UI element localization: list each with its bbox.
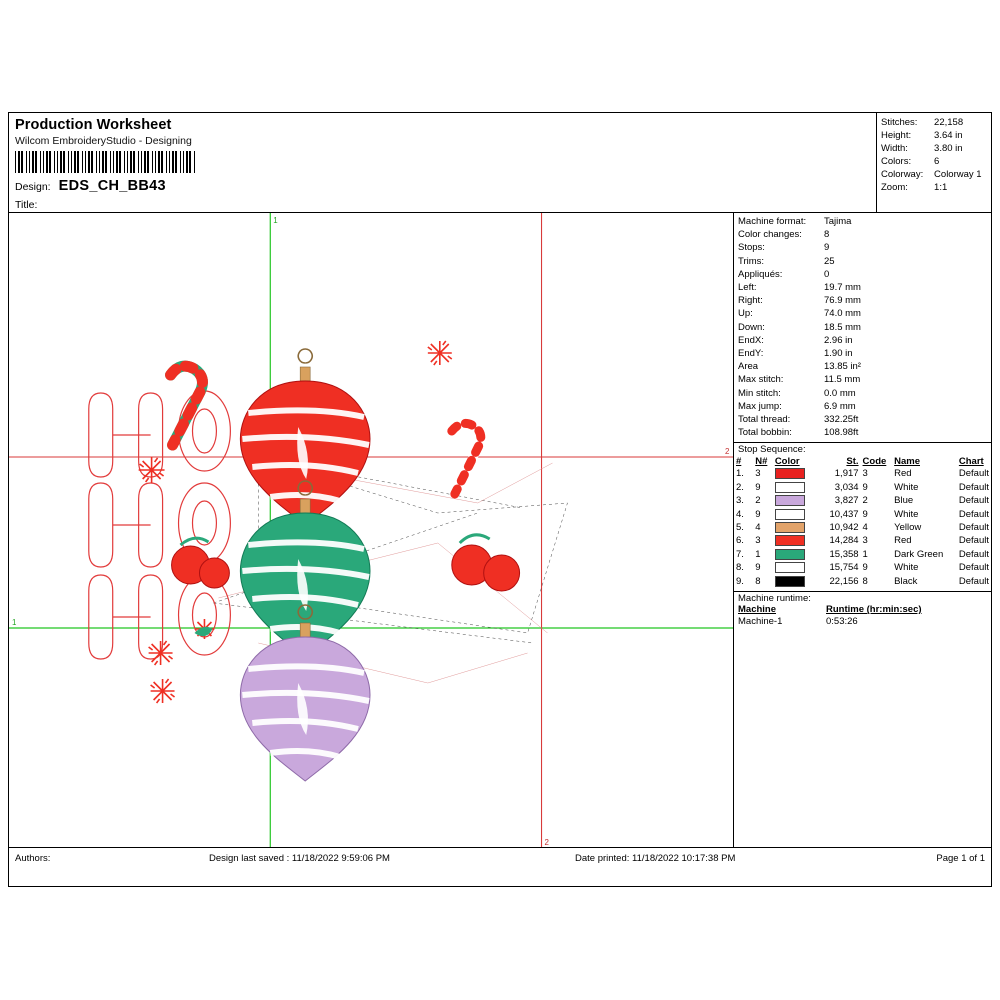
stop-code: 9	[862, 562, 868, 574]
col-index: #	[736, 456, 742, 468]
property-value: 18.5 mm	[824, 321, 861, 333]
stop-sequence-table	[734, 456, 991, 588]
stop-index: 5.	[736, 522, 744, 534]
summary-row	[877, 181, 991, 194]
design-row	[15, 178, 635, 194]
stop-color-swatch	[773, 467, 816, 480]
stop-color-swatch	[773, 561, 816, 574]
snowflake-icon	[151, 679, 175, 703]
property-label: Stops:	[738, 242, 765, 254]
stop-code: 8	[862, 575, 868, 587]
property-row	[734, 307, 991, 320]
property-label: Total thread:	[738, 414, 791, 426]
summary-value: 22,158	[934, 117, 964, 128]
summary-row	[877, 155, 991, 168]
stop-stitches: 14,284	[829, 535, 859, 547]
summary-label: Height:	[881, 130, 912, 141]
design-value: EDS_CH_BB43	[58, 178, 166, 194]
stop-name: Yellow	[894, 522, 922, 534]
property-row	[734, 426, 991, 439]
stop-code: 9	[862, 481, 868, 493]
property-value: 25	[824, 255, 835, 267]
stop-name: Dark Green	[894, 548, 944, 560]
property-label: EndY:	[738, 348, 764, 360]
property-value: 0.0 mm	[824, 387, 856, 399]
property-label: Down:	[738, 321, 765, 333]
table-row	[734, 481, 991, 494]
stop-code: 3	[862, 468, 868, 480]
snowflake-icon	[139, 457, 165, 483]
header-left	[15, 117, 635, 211]
axis-label-bottom: 2	[544, 837, 549, 847]
runtime-title: Machine runtime:	[738, 593, 811, 605]
stop-name: Blue	[894, 495, 914, 507]
table-row	[734, 615, 991, 628]
property-value: 1.90 in	[824, 348, 853, 360]
design-label: Design:	[15, 181, 51, 193]
summary-table	[877, 116, 991, 194]
stop-code: 9	[862, 508, 868, 520]
stop-index: 4.	[736, 508, 744, 520]
property-value: 13.85 in²	[824, 361, 861, 373]
ornament-heart-lilac	[240, 605, 370, 781]
property-label: Color changes:	[738, 229, 802, 241]
property-value: 74.0 mm	[824, 308, 861, 320]
table-row	[734, 494, 991, 507]
stop-index: 2.	[736, 481, 744, 493]
property-label: Machine format:	[738, 216, 807, 227]
stop-needle: 8	[755, 575, 761, 587]
property-row	[734, 215, 991, 228]
col-machine: Machine	[738, 604, 777, 616]
summary-label: Colors:	[881, 156, 912, 167]
stop-chart: Default	[958, 522, 989, 534]
property-row	[734, 294, 991, 307]
stop-chart: Default	[958, 535, 989, 547]
machine-runtime-section	[734, 591, 991, 628]
property-label: Area	[738, 361, 759, 373]
property-label: Total bobbin:	[738, 427, 792, 439]
property-value: 9	[824, 242, 830, 254]
info-panel	[733, 213, 991, 847]
property-row	[734, 413, 991, 426]
summary-row	[877, 116, 991, 129]
stop-name: White	[894, 562, 919, 574]
stop-name: Black	[894, 575, 918, 587]
property-value: 11.5 mm	[824, 374, 861, 386]
footer-page: Page 1 of 1	[936, 853, 985, 864]
summary-value: 3.64 in	[934, 130, 963, 141]
ho-ho-ho-outline	[89, 391, 231, 659]
candy-cane-right	[452, 423, 481, 494]
barcode	[15, 151, 195, 173]
axis-label-top: 1	[273, 215, 278, 226]
stop-chart: Default	[958, 481, 989, 493]
runtime-header-row	[734, 604, 991, 615]
candy-cane-top	[171, 366, 203, 445]
col-color: Color	[774, 456, 800, 468]
stop-chart: Default	[958, 562, 989, 574]
stop-needle: 4	[755, 522, 761, 534]
table-row	[734, 521, 991, 534]
property-row	[734, 400, 991, 413]
property-value: 108.98ft	[824, 427, 859, 439]
col-chart: Chart	[958, 456, 984, 468]
col-name: Name	[894, 456, 920, 468]
property-label: Right:	[738, 295, 763, 307]
footer-authors: Authors:	[15, 853, 51, 864]
property-row	[734, 373, 991, 386]
table-row	[734, 548, 991, 561]
runtime-value: 0:53:26	[826, 616, 858, 628]
property-value: 6.9 mm	[824, 400, 856, 412]
stop-code: 1	[862, 548, 868, 560]
stop-index: 7.	[736, 548, 744, 560]
summary-label: Stitches:	[881, 117, 918, 128]
summary-value: 1:1	[934, 182, 948, 193]
app-subtitle: Wilcom EmbroideryStudio - Designing	[15, 135, 192, 147]
property-label: Max jump:	[738, 400, 782, 412]
stop-needle: 1	[755, 548, 761, 560]
col-runtime: Runtime (hr:min:sec)	[826, 604, 922, 616]
summary-row	[877, 129, 991, 142]
stop-code: 3	[862, 535, 868, 547]
table-row	[734, 467, 991, 480]
property-row	[734, 334, 991, 347]
stop-index: 6.	[736, 535, 744, 547]
stop-stitches: 3,827	[834, 495, 859, 507]
runtime-table	[734, 604, 991, 628]
summary-value: Colorway 1	[934, 169, 982, 180]
property-value: 19.7 mm	[824, 282, 861, 294]
stop-header-row	[734, 456, 991, 467]
stop-needle: 9	[755, 562, 761, 574]
stop-needle: 3	[755, 535, 761, 547]
stop-color-swatch	[773, 508, 816, 521]
header-summary	[876, 113, 991, 213]
stop-chart: Default	[958, 548, 989, 560]
stop-name: Red	[894, 535, 912, 547]
stop-needle: 9	[755, 508, 761, 520]
property-label: Left:	[738, 282, 757, 294]
bells-left	[172, 538, 230, 588]
property-row	[734, 255, 991, 268]
axis-label-right: 2	[725, 446, 730, 457]
snowflake-icon	[149, 641, 173, 665]
ornament-heart-red	[240, 349, 370, 525]
stop-name: White	[894, 508, 919, 520]
stop-needle: 2	[755, 495, 761, 507]
summary-label: Zoom:	[881, 182, 908, 193]
summary-row	[877, 168, 991, 181]
property-label: Max stitch:	[738, 374, 784, 386]
title-label: Title:	[15, 199, 38, 211]
stop-code: 4	[862, 522, 868, 534]
worksheet-header	[9, 113, 991, 213]
footer-printed: Date printed: 11/18/2022 10:17:38 PM	[575, 853, 736, 864]
stop-sequence-title: Stop Sequence:	[738, 444, 806, 456]
stop-chart: Default	[958, 468, 989, 480]
worksheet-body	[9, 213, 991, 847]
stop-needle: 9	[755, 481, 761, 493]
property-row	[734, 387, 991, 400]
col-code: Code	[862, 456, 887, 468]
stop-color-swatch	[773, 575, 816, 588]
stop-chart: Default	[958, 508, 989, 520]
stop-stitches: 10,437	[829, 508, 859, 520]
table-row	[734, 534, 991, 547]
worksheet-page	[8, 112, 992, 887]
stop-sequence-section	[734, 442, 991, 588]
footer-last-saved: Design last saved : 11/18/2022 9:59:06 PM	[209, 853, 390, 864]
stop-color-swatch	[773, 494, 816, 507]
stop-stitches: 15,358	[829, 548, 859, 560]
stop-stitches: 22,156	[829, 575, 859, 587]
stop-index: 1.	[736, 468, 744, 480]
runtime-machine: Machine-1	[738, 616, 783, 628]
summary-label: Colorway:	[881, 169, 924, 180]
property-label: Min stitch:	[738, 387, 781, 399]
worksheet-footer	[9, 847, 991, 886]
property-row	[734, 268, 991, 281]
stop-stitches: 10,942	[829, 522, 859, 534]
stop-index: 8.	[736, 562, 744, 574]
col-stitches: St.	[846, 456, 859, 468]
col-needle: N#	[755, 456, 768, 468]
property-value: 8	[824, 229, 830, 241]
property-value: 332.25ft	[824, 414, 859, 426]
stop-chart: Default	[958, 575, 989, 587]
stop-name: White	[894, 481, 919, 493]
stop-color-swatch	[773, 548, 816, 561]
stop-color-swatch	[773, 481, 816, 494]
property-label: Up:	[738, 308, 753, 320]
stop-needle: 3	[755, 468, 761, 480]
snowflake-icon	[428, 341, 452, 365]
property-row	[734, 228, 991, 241]
design-canvas	[9, 213, 733, 847]
stop-stitches: 3,034	[834, 481, 859, 493]
stop-code: 2	[862, 495, 868, 507]
property-label: Appliqués:	[738, 268, 783, 280]
table-row	[734, 575, 991, 588]
summary-value: 6	[934, 156, 940, 167]
property-value: 2.96 in	[824, 334, 853, 346]
property-row	[734, 241, 991, 254]
axis-label-left: 1	[11, 617, 17, 628]
property-row	[734, 347, 991, 360]
property-row	[734, 321, 991, 334]
stop-color-swatch	[773, 521, 816, 534]
stop-index: 9.	[736, 575, 744, 587]
property-value: Tajima	[824, 216, 852, 227]
table-row	[734, 508, 991, 521]
stop-stitches: 15,754	[829, 562, 859, 574]
stop-stitches: 1,917	[834, 468, 859, 480]
summary-label: Width:	[881, 143, 908, 154]
page-title: Production Worksheet	[15, 117, 172, 133]
stop-chart: Default	[958, 495, 989, 507]
design-artwork	[9, 213, 733, 847]
stop-color-swatch	[773, 534, 816, 547]
property-label: Trims:	[738, 255, 765, 267]
property-value: 0	[824, 268, 830, 280]
machine-properties-table	[734, 215, 991, 439]
property-label: EndX:	[738, 334, 764, 346]
summary-row	[877, 142, 991, 155]
stop-name: Red	[894, 468, 912, 480]
summary-value: 3.80 in	[934, 143, 963, 154]
table-row	[734, 561, 991, 574]
property-row	[734, 281, 991, 294]
property-value: 76.9 mm	[824, 295, 861, 307]
property-row	[734, 360, 991, 373]
stop-index: 3.	[736, 495, 744, 507]
